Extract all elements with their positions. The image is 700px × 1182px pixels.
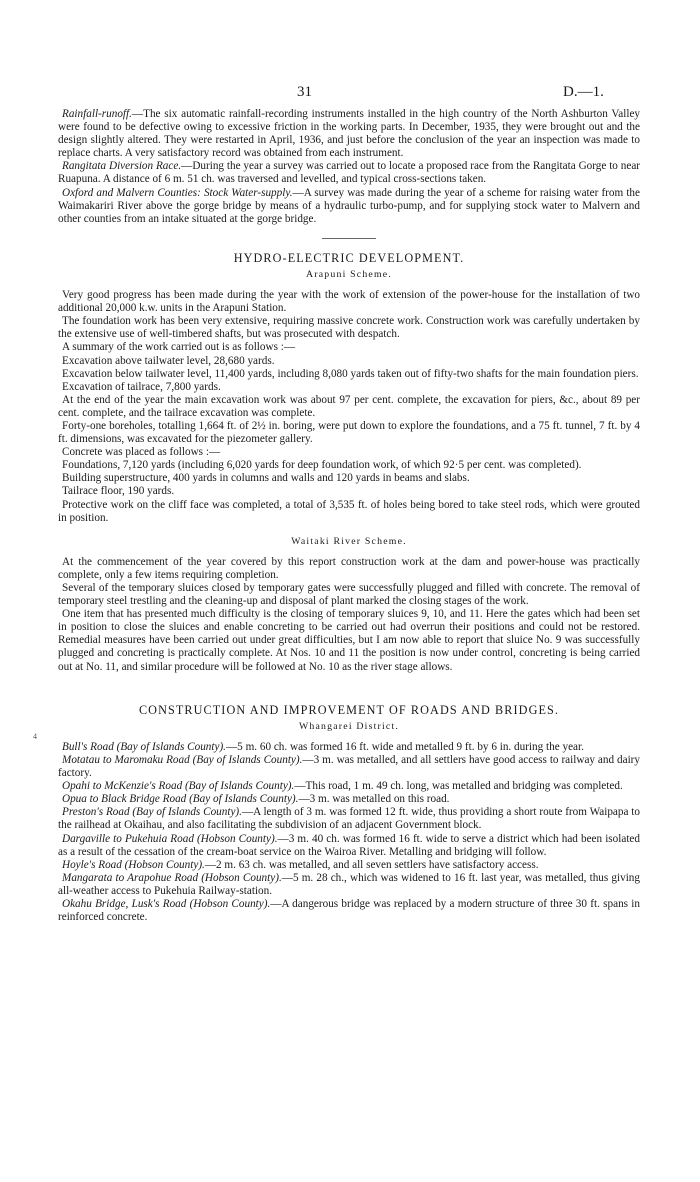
paragraph: Excavation above tailwater level, 28,680 yards. — [62, 354, 275, 367]
road-item-text: —3 m. was metalled, and all settlers have good access to railway and dairy factory. — [58, 753, 641, 780]
document-reference: D.—1. — [563, 84, 604, 100]
road-item-text: —3 m. 40 ch. was formed 16 ft. wide to serve a district which had been isolated as a result of the cessation of the cream-boat service on the Wairoa River. Metalling and bridging will follow. — [58, 832, 640, 858]
road-item — [58, 754, 640, 780]
road-item-text: —A dangerous bridge was replaced by a modern structure of three 30 ft. spans in reinforced concrete. — [58, 897, 640, 924]
subheading-whangarei: Whangarei District. — [298, 720, 400, 732]
section-heading-roads: CONSTRUCTION AND IMPROVEMENT OF ROADS AND BRIDGES. — [138, 702, 560, 717]
paragraph: Foundations, 7,120 yards (including 6,020 yards for deep foundation work, of which 92·5 per cent. was completed). — [62, 459, 582, 472]
page-number: 31 — [297, 84, 312, 100]
paragraph-lead: Rainfall-runoff. — [62, 108, 132, 120]
paragraph: Excavation of tailrace, 7,800 yards. — [62, 380, 221, 393]
road-item-text: —2 m. 63 ch. was metalled, and all seven settlers have satisfactory access. — [204, 858, 539, 871]
paragraph-lead: Rangitata Diversion Race. — [62, 160, 182, 173]
road-item-lead: Dargaville to Pukehuia Road (Hobson County). — [62, 832, 278, 845]
road-item — [58, 833, 640, 859]
road-item-lead: Mangarata to Arapohue Road (Hobson County). — [62, 871, 282, 884]
page-body — [58, 108, 640, 924]
paragraph: Building superstructure, 400 yards in columns and walls and 120 yards in beams and slabs. — [62, 472, 470, 485]
paragraph: One item that has presented much difficulty is the closing of temporary sluices 9, 10, and 11. Here the gates which had been set in position to close the sluices and enable concreting to be carried out had overrun their positions and could not be restored. Remedial measures have been carried out under great difficulties, but I am now able to report that sluice No. 9 was successfully plugged and concreting is practically complete. At Nos. 10 and 11 the position is now under control, concreting is being carried out at No. 11, and similar procedure will be followed at No. 10 as the river stage allows. — [58, 608, 640, 673]
paragraph: Excavation below tailwater level, 11,400 yards, including 8,080 yards taken out of fifty-two shafts for the main foundation piers. — [62, 367, 639, 380]
paragraph-lead: Oxford and Malvern Counties: Stock Water-supply. — [62, 186, 293, 199]
road-item-lead: Motatau to Maromaku Road (Bay of Islands County). — [62, 753, 303, 766]
paragraph: Protective work on the cliff face was completed, a total of 3,535 ft. of holes being bored to take steel rods, which were grouted in position. — [58, 498, 640, 524]
paragraph-text: —The six automatic rainfall-recording instruments installed in the high country of the North Ashburton Valley were found to be defective owing to excessive friction in the working parts. In December, 1935, they were brought out and the design slightly altered. They were restarted in April, 1936, and just before the conclusion of the year an inspection was made to replace charts. A very satisfactory record was obtained from each instrument. — [58, 108, 640, 160]
paragraph: Very good progress has been made during the year with the work of extension of the power-house for the installation of two additional 20,000 k.w. units in the Arapuni Station. — [58, 289, 640, 315]
road-item-lead: Opahi to McKenzie's Road (Bay of Islands County). — [62, 780, 295, 793]
paragraph: Tailrace floor, 190 yards. — [62, 485, 175, 498]
road-item-lead: Hoyle's Road (Hobson County). — [62, 858, 205, 871]
road-item — [58, 859, 640, 872]
road-item-lead: Bull's Road (Bay of Islands County). — [62, 740, 226, 753]
margin-mark: 4 — [33, 732, 37, 741]
road-item-text: —A length of 3 m. was formed 12 ft. wide, thus providing a short route from Waipapa to the railhead at Okaihau, and also facilitating the subdivision of an adjacent Government block. — [58, 806, 640, 832]
section-divider — [322, 238, 376, 239]
subheading-arapuni: Arapuni Scheme. — [305, 268, 392, 280]
road-item-text: —This road, 1 m. 49 ch. long, was metalled and bridging was completed. — [294, 780, 623, 793]
road-item — [58, 806, 640, 832]
road-item-lead: Preston's Road (Bay of Islands County). — [62, 806, 242, 819]
subheading-waitaki: Waitaki River Scheme. — [291, 535, 407, 547]
road-item — [58, 780, 640, 793]
paragraph: Forty-one boreholes, totalling 1,664 ft. of 2½ in. boring, were put down to explore the foundations, and a 75 ft. tunnel, 7 ft. by 4 ft. dimensions, was excavated for the piezometer gallery. — [58, 419, 640, 446]
paragraph: Concrete was placed as follows :— — [62, 446, 221, 459]
road-item-text: —5 m. 28 ch., which was widened to 16 ft. last year, was metalled, thus giving all-weather access to Pukehuia Railway-station. — [58, 871, 640, 897]
section-heading-hydro: HYDRO-ELECTRIC DEVELOPMENT. — [233, 250, 465, 265]
paragraph: At the commencement of the year covered by this report construction work at the dam and power-house was practically complete, only a few items requiring completion. — [58, 555, 640, 581]
paragraph-rangitata — [58, 160, 640, 186]
road-item-lead: Okahu Bridge, Lusk's Road (Hobson County). — [62, 897, 271, 910]
road-item — [58, 872, 640, 898]
paragraph-oxford-malvern — [58, 187, 640, 226]
paragraph: The foundation work has been very extensive, requiring massive concrete work. Construction work was carefully undertaken by the extensive use of well-timbered shafts, but was prosecuted with despatch. — [58, 315, 640, 341]
road-item — [58, 898, 640, 924]
road-item — [58, 793, 640, 806]
paragraph: At the end of the year the main excavation work was about 97 per cent. complete, the excavation for piers, &c., about 89 per cent. complete, and the tailrace excavation was complete. — [58, 393, 640, 419]
paragraph-text: —During the year a survey was carried out to locate a proposed race from the Rangitata Gorge to near Ruapuna. A distance of 6 m. 51 ch. was traversed and levelled, and typical cross-sections taken. — [58, 160, 641, 186]
paragraph-text: —A survey was made during the year of a scheme for raising water from the Waimakariri River above the gorge bridge by means of a hydraulic turbo-pump, and for supplying stock water to Malvern and other counties from an intake situated at the gorge bridge. — [58, 186, 640, 225]
road-item — [58, 741, 640, 754]
spacer — [58, 674, 640, 704]
road-item-text: —3 m. was metalled on this road. — [298, 793, 450, 806]
paragraph: A summary of the work carried out is as follows :— — [62, 341, 296, 354]
road-item-lead: Opua to Black Bridge Road (Bay of Islands County). — [62, 793, 299, 806]
paragraph-rainfall-runoff — [58, 108, 640, 160]
paragraph: Several of the temporary sluices closed by temporary gates were successfully plugged and filled with concrete. The removal of temporary steel trestling and the cleaning-up and disposal of plant marked the closing stages of the work. — [58, 582, 640, 608]
road-item-text: —5 m. 60 ch. was formed 16 ft. wide and metalled 9 ft. by 6 in. during the year. — [225, 740, 584, 753]
